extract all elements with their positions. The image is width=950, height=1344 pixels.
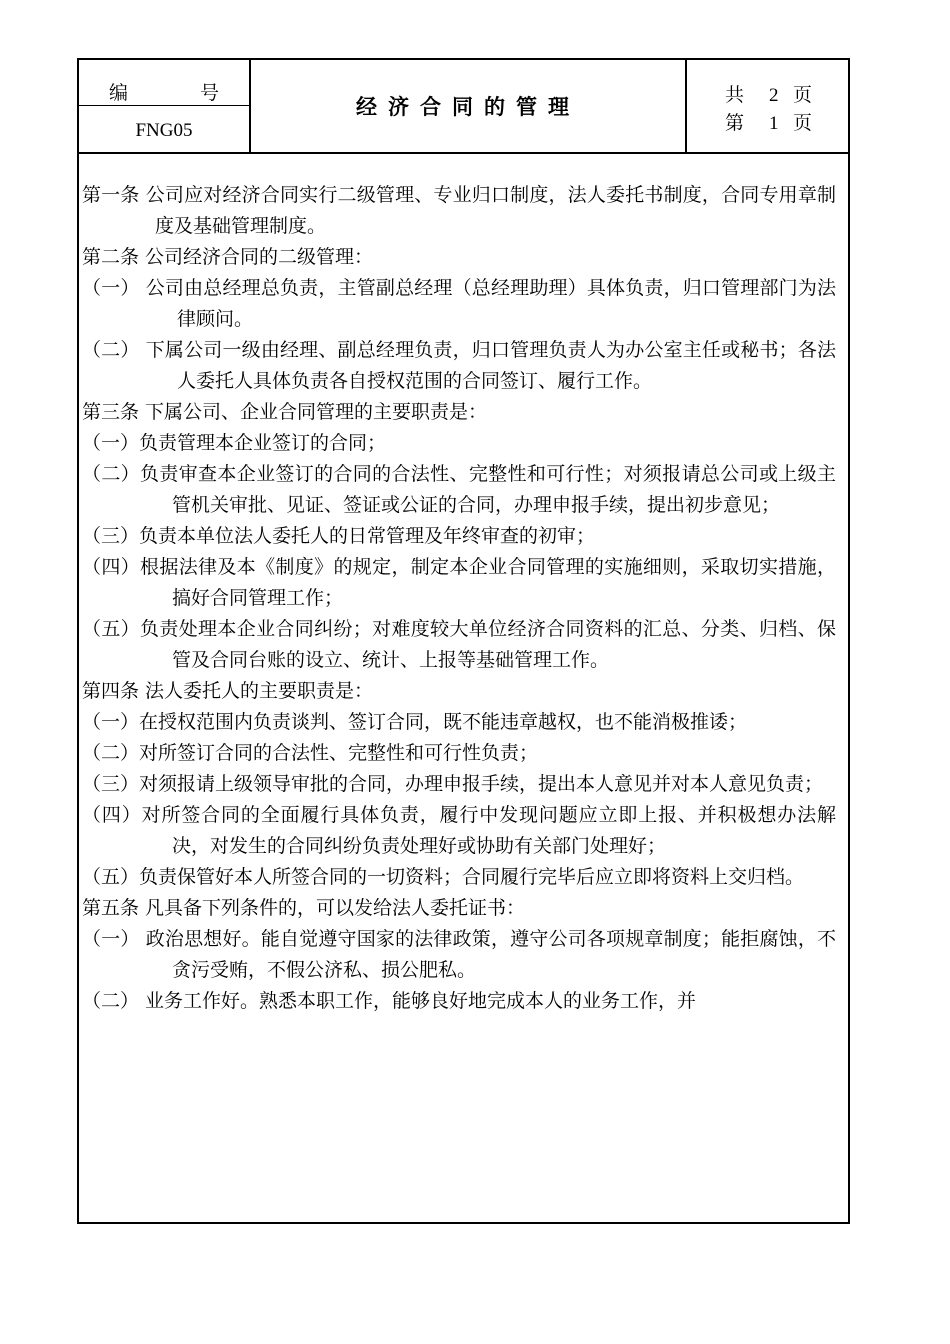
paragraph: 第四条 法人委托人的主要职责是： — [82, 680, 374, 702]
paragraph: （一） 政治思想好。能自觉遵守国家的法律政策，遵守公司各项规章制度；能拒腐蚀，不贪污受贿，不假公济私、损公肥私。 — [82, 928, 836, 981]
number-label — [109, 78, 219, 105]
paragraph: （四）对所签合同的全面履行具体负责，履行中发现问题应立即上报、并积极想办法解决，对发生的合同纠纷负责处理好或协助有关部门处理好； — [82, 804, 836, 857]
paragraph: （五）负责处理本企业合同纠纷；对难度较大单位经济合同资料的汇总、分类、归档、保管及合同台账的设立、统计、上报等基础管理工作。 — [82, 618, 836, 671]
document-frame — [77, 58, 850, 1224]
paragraph: （二） 下属公司一级由经理、副总经理负责，归口管理负责人为办公室主任或秘书；各法人委托人具体负责各自授权范围的合同签订、履行工作。 — [82, 339, 836, 392]
paragraph: （二）对所签订合同的合法性、完整性和可行性负责； — [82, 742, 539, 764]
paragraph: （三）对须报请上级领导审批的合同，办理申报手续，提出本人意见并对本人意见负责； — [82, 773, 824, 795]
paragraph: （二） 业务工作好。熟悉本职工作，能够良好地完成本人的业务工作，并 — [82, 990, 697, 1012]
paragraph: （一）在授权范围内负责谈判、签订合同，既不能违章越权，也不能消极推诿； — [82, 711, 748, 733]
current-unit: 页 — [793, 112, 813, 134]
paragraph: 第一条 公司应对经济合同实行二级管理、专业归口制度，法人委托书制度，合同专用章制度及基础管理制度。 — [82, 184, 836, 237]
page-count-cell — [687, 60, 848, 152]
current-page-line — [725, 108, 812, 135]
document-code: FNG05 — [135, 120, 193, 141]
paragraph: 第三条 下属公司、企业合同管理的主要职责是： — [82, 401, 488, 423]
paragraph: （五）负责保管好本人所签合同的一切资料；合同履行完毕后应立即将资料上交归档。 — [82, 866, 805, 888]
total-unit: 页 — [793, 84, 813, 106]
paragraph: （一） 公司由总经理总负责，主管副总经理（总经理助理）具体负责，归口管理部门为法律顾问。 — [82, 277, 836, 330]
total-pages: 2 — [769, 85, 779, 106]
paragraph: 第五条 凡具备下列条件的，可以发给法人委托证书： — [82, 897, 526, 919]
document-header — [79, 60, 848, 154]
number-divider — [79, 105, 249, 106]
current-label: 第 — [725, 112, 745, 134]
paragraph: （二）负责审查本企业签订的合同的合法性、完整性和可行性；对须报请总公司或上级主管机关审批、见证、签证或公证的合同，办理申报手续，提出初步意见； — [82, 463, 836, 516]
paragraph: （四）根据法律及本《制度》的规定，制定本企业合同管理的实施细则，采取切实措施，搞好合同管理工作； — [82, 556, 836, 609]
document-body — [82, 180, 836, 1017]
document-title: 经济合同的管理 — [251, 60, 687, 152]
paragraph: （一）负责管理本企业签订的合同； — [82, 432, 387, 454]
current-page: 1 — [769, 113, 779, 134]
document-number-cell — [79, 60, 251, 152]
number-label-right: 号 — [199, 82, 219, 104]
paragraph: （三）负责本单位法人委托人的日常管理及年终审查的初审； — [82, 525, 596, 547]
paragraph: 第二条 公司经济合同的二级管理： — [82, 246, 374, 268]
number-label-left: 编 — [109, 82, 129, 104]
total-label: 共 — [725, 84, 745, 106]
total-pages-line — [725, 80, 812, 107]
